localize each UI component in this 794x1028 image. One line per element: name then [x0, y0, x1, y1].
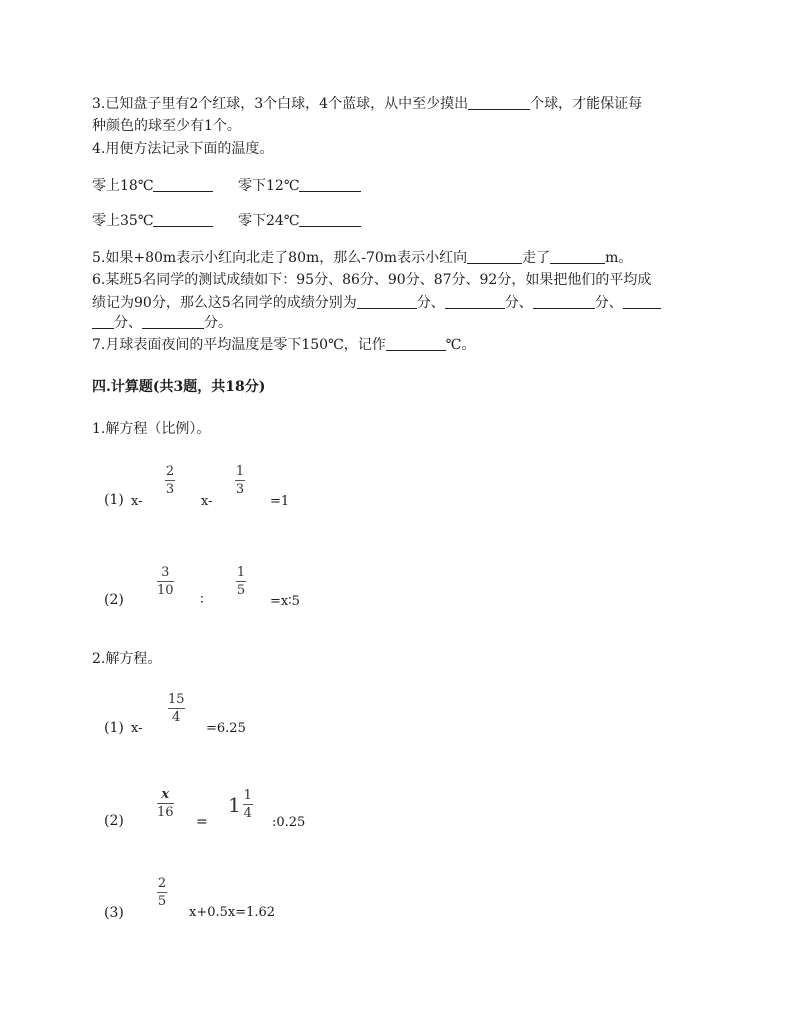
fen-sep: 分、 — [504, 295, 533, 311]
numerator: 1 — [235, 464, 245, 479]
fraction-bar — [243, 804, 253, 805]
fraction-three-tenths — [157, 565, 174, 598]
numerator: 15 — [168, 692, 185, 707]
numerator: 1 — [243, 788, 252, 803]
fraction-two-fifths — [157, 876, 167, 909]
numerator: 1 — [236, 565, 246, 580]
calc-2-p3-label: (3) — [104, 905, 124, 921]
denominator: 4 — [243, 806, 252, 821]
temp-2-label: 零下12℃ — [238, 178, 300, 194]
temp-3-label: 零上35℃ — [92, 213, 154, 229]
fraction-bar — [157, 803, 174, 804]
denominator: 5 — [157, 894, 167, 909]
calc-2-p3-rest: x+0.5x=1.62 — [189, 905, 276, 920]
answer-blank[interactable] — [299, 212, 361, 227]
numerator: 2 — [165, 464, 175, 479]
denominator: 3 — [165, 482, 175, 497]
calc-2-title: 2.解方程。 — [92, 651, 162, 667]
question-3-text-a: 3.已知盘子里有2个红球，3个白球，4个蓝球，从中至少摸出 — [92, 96, 469, 112]
temperature-row-1 — [92, 176, 213, 196]
calc-1-p2-eq: =x∶5 — [270, 594, 300, 609]
question-3-line-2 — [92, 116, 241, 136]
fen-end: 分。 — [204, 315, 232, 331]
answer-blank[interactable] — [623, 294, 661, 309]
fraction-bar — [157, 581, 174, 582]
question-5-text-c: m。 — [605, 250, 633, 266]
answer-blank[interactable] — [533, 294, 595, 309]
fraction-bar — [165, 480, 175, 481]
calc-2-p1-label: (1) — [104, 720, 124, 736]
denominator: 3 — [235, 482, 245, 497]
answer-blank[interactable] — [467, 249, 522, 264]
denominator: 4 — [172, 710, 181, 725]
calc-1-p1-x1: x- — [131, 494, 143, 509]
numerator: 2 — [157, 876, 167, 891]
whole-part: 1 — [228, 792, 241, 817]
calc-2-p2-label: (2) — [104, 813, 124, 829]
question-7-line — [92, 335, 475, 355]
answer-blank[interactable] — [468, 95, 530, 110]
question-4-text — [92, 139, 273, 159]
question-3-text-b: 个球，才能保证每 — [530, 96, 643, 112]
denominator: 16 — [157, 805, 174, 820]
fen-sep: 分、 — [114, 315, 142, 331]
denominator: 10 — [157, 583, 174, 598]
fraction-bar — [168, 708, 185, 709]
answer-blank[interactable] — [386, 336, 446, 351]
numerator: 3 — [161, 565, 170, 580]
calc-2-p1-eq: =6.25 — [206, 721, 246, 736]
answer-blank[interactable] — [153, 212, 213, 227]
fraction-bar — [157, 892, 167, 893]
fraction-one-third — [235, 464, 245, 497]
calc-1-p2-label: (2) — [104, 592, 124, 608]
temperature-row-1b — [238, 176, 361, 196]
answer-blank[interactable] — [550, 249, 605, 264]
question-4-label: 4.用便方法记录下面的温度。 — [92, 141, 274, 157]
answer-blank[interactable] — [445, 294, 505, 309]
question-6-line-1 — [92, 270, 651, 290]
question-5-text-b: 走了 — [522, 250, 551, 266]
question-6-text-a: 6.某班5名同学的测试成绩如下：95分、86分、90分、87分、92分，如果把他们的平均成 — [92, 272, 652, 288]
answer-blank[interactable] — [357, 294, 417, 309]
equals-sign: = — [196, 814, 208, 830]
numerator: x — [161, 787, 170, 802]
temperature-row-2b — [238, 211, 361, 231]
question-6-line-2 — [92, 293, 661, 313]
question-7-text-a: 7.月球表面夜间的平均温度是零下150℃，记作 — [92, 337, 386, 353]
fraction-x-over-16 — [157, 787, 174, 820]
calc-2-p1-x: x- — [131, 721, 143, 736]
question-6-line-3 — [92, 313, 232, 333]
fraction-bar — [235, 480, 245, 481]
temperature-row-2 — [92, 211, 213, 231]
fen-sep: 分、 — [594, 295, 623, 311]
calc-1-p1-label: (1) — [104, 492, 124, 508]
answer-blank-continued[interactable] — [92, 314, 114, 329]
answer-blank[interactable] — [142, 314, 204, 329]
ratio-colon: ∶ — [200, 592, 204, 608]
calc-1-p1-x2: x- — [201, 494, 213, 509]
calc-1-title: 1.解方程（比例）。 — [92, 421, 211, 437]
mixed-number-one-and-quarter — [228, 788, 253, 821]
question-3-text-c: 种颜色的球至少有1个。 — [92, 118, 241, 134]
fraction-two-thirds — [165, 464, 175, 497]
section-4-heading: 四.计算题(共3题，共18分) — [92, 379, 266, 395]
calc-1-p1-eq: =1 — [270, 494, 290, 509]
temp-1-label: 零上18℃ — [92, 178, 154, 194]
calc-2-p2-rest: :0.25 — [272, 815, 306, 830]
question-7-text-b: ℃。 — [445, 337, 476, 353]
fraction-one-fifth — [236, 565, 246, 598]
question-3-line-1 — [92, 94, 642, 114]
answer-blank[interactable] — [299, 177, 361, 192]
answer-blank[interactable] — [153, 177, 213, 192]
denominator: 5 — [236, 583, 246, 598]
question-5-line — [92, 248, 632, 268]
fraction-fifteen-quarters — [168, 692, 185, 725]
question-6-text-b: 绩记为90分，那么这5名同学的成绩分别为 — [92, 295, 357, 311]
fen-sep: 分、 — [416, 295, 445, 311]
fraction-bar — [236, 581, 246, 582]
question-5-text-a: 5.如果+80m表示小红向北走了80m，那么-70m表示小红向 — [92, 250, 468, 266]
temp-4-label: 零下24℃ — [238, 213, 300, 229]
fraction-one-quarter — [243, 788, 253, 821]
